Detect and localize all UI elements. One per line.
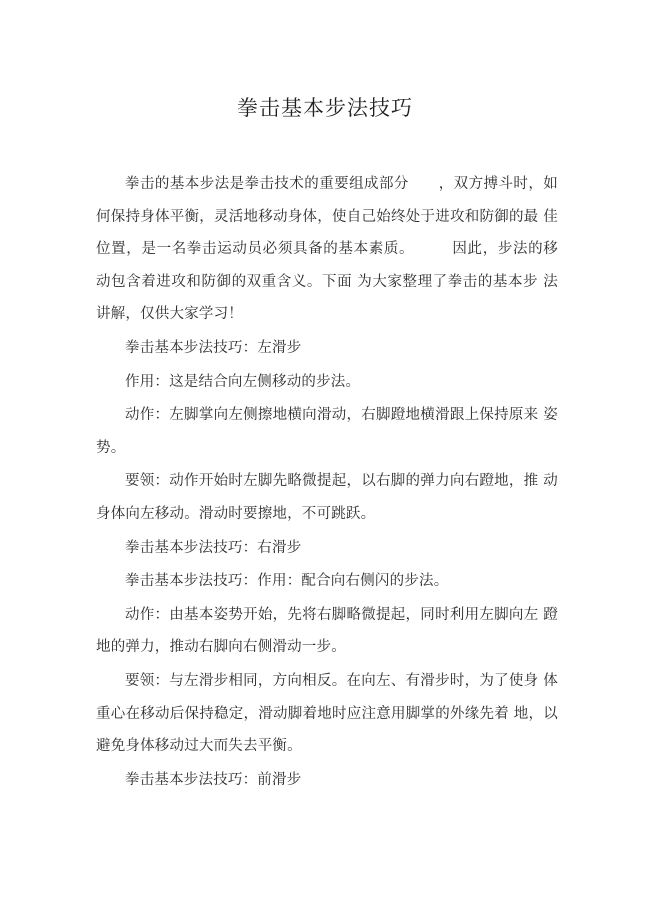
paragraph-right-slide-action: 动作：由基本姿势开始，先将右脚略微提起，同时利用左脚向左 蹬地的弹力，推动右脚向右侧滑动一步。 (96, 606, 558, 656)
document-body (96, 168, 558, 796)
paragraph-left-slide-action: 动作：左脚掌向左侧擦地横向滑动，右脚蹬地横滑跟上保持原来 姿势。 (96, 407, 558, 456)
paragraph-heading-right-slide: 拳击基本步法技巧：右滑步 (125, 539, 302, 556)
document-title: 拳击基本步法技巧 (237, 96, 413, 120)
paragraph-left-slide-purpose: 作用：这是结合向左侧移动的步法。 (125, 373, 361, 390)
paragraph-heading-left-slide: 拳击基本步法技巧：左滑步 (125, 339, 302, 356)
paragraph-intro: 拳击的基本步法是拳击技术的重要组成部分 ，双方搏斗时，如何保持身体平衡，灵活地移动身体，使自己始终处于进攻和防御的最 佳位置，是一名拳击运动员必须具备的基本素质。 因此，步法的移动包含着进攻和防御的双重含义。下面 为大家整理了拳击的基本步 法讲解，仅供大家学习！ (96, 176, 558, 323)
paragraph-right-slide-purpose: 拳击基本步法技巧：作用：配合向右侧闪的步法。 (125, 573, 449, 590)
paragraph-left-slide-key-points: 要领：动作开始时左脚先略微提起，以右脚的弹力向右蹬地，推 动身体向左移动。滑动时要擦地，不可跳跃。 (96, 473, 558, 522)
paragraph-right-slide-key-points: 要领：与左滑步相同，方向相反。在向左、有滑步时，为了使身 体重心在移动后保持稳定，滑动脚着地时应注意用脚掌的外缘先着 地，以避免身体移动过大而失去平衡。 (96, 672, 558, 755)
paragraph-heading-forward-slide: 拳击基本步法技巧：前滑步 (125, 771, 302, 788)
